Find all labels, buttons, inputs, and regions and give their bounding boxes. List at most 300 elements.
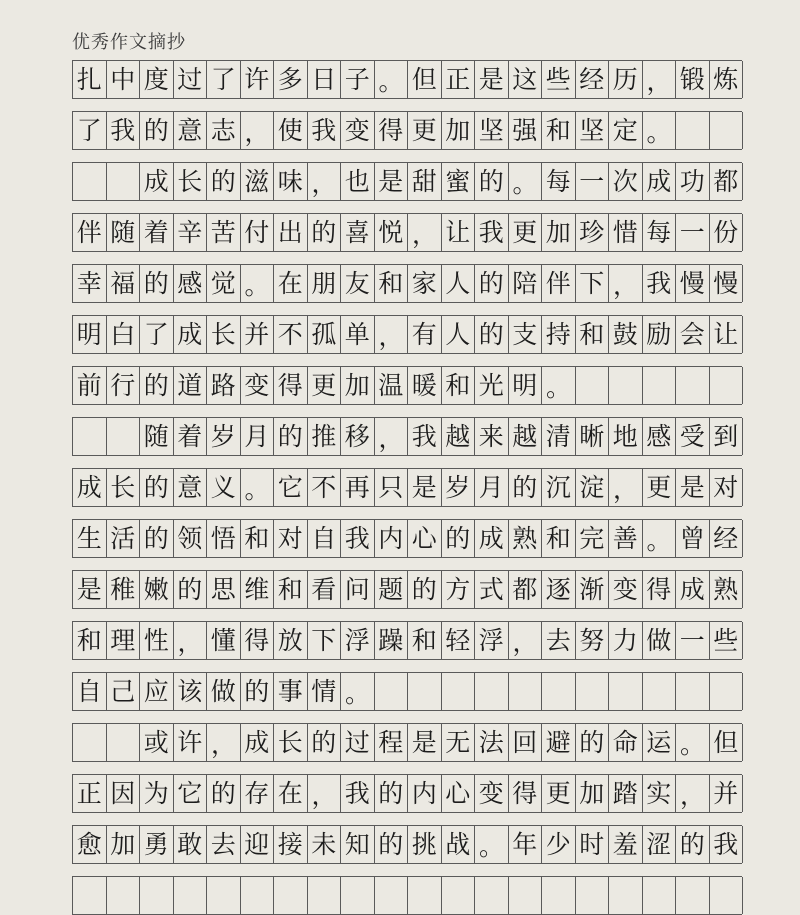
grid-row <box>72 60 742 99</box>
grid-cell: 情 <box>308 673 342 710</box>
grid-cell: 挑 <box>408 826 442 863</box>
grid-cell: 。 <box>241 265 275 302</box>
grid-cell: 志 <box>207 112 241 149</box>
grid-cell: 或 <box>140 724 174 761</box>
grid-cell: 去 <box>542 622 576 659</box>
grid-cell: 命 <box>609 724 643 761</box>
grid-cell: 踏 <box>609 775 643 812</box>
grid-cell: 了 <box>73 112 107 149</box>
grid-cell: 活 <box>107 520 141 557</box>
grid-cell: 成 <box>140 163 174 200</box>
grid-cell: 对 <box>710 469 744 506</box>
grid-cell: 锻 <box>676 61 710 98</box>
grid-cell: 的 <box>207 775 241 812</box>
grid-row <box>72 519 742 558</box>
grid-cell: 支 <box>509 316 543 353</box>
grid-cell: ， <box>375 316 409 353</box>
grid-cell <box>609 877 643 914</box>
grid-cell: 加 <box>341 367 375 404</box>
grid-cell: 变 <box>609 571 643 608</box>
grid-row <box>72 468 742 507</box>
grid-cell: 理 <box>107 622 141 659</box>
grid-cell: 涩 <box>643 826 677 863</box>
grid-row <box>72 876 742 915</box>
grid-cell: 和 <box>542 520 576 557</box>
grid-cell: 自 <box>73 673 107 710</box>
grid-cell: 它 <box>274 469 308 506</box>
grid-cell: 加 <box>542 214 576 251</box>
grid-cell: 善 <box>609 520 643 557</box>
grid-cell: 次 <box>609 163 643 200</box>
grid-cell: 是 <box>408 469 442 506</box>
grid-cell: 我 <box>341 520 375 557</box>
grid-cell: 得 <box>274 367 308 404</box>
grid-cell: 慢 <box>710 265 744 302</box>
grid-cell: 的 <box>475 316 509 353</box>
grid-cell: 只 <box>375 469 409 506</box>
grid-cell: 。 <box>676 724 710 761</box>
grid-cell: 问 <box>341 571 375 608</box>
grid-cell: ， <box>609 469 643 506</box>
grid-cell: 和 <box>375 265 409 302</box>
grid-cell: 熟 <box>710 571 744 608</box>
grid-cell: 受 <box>676 418 710 455</box>
grid-cell: 的 <box>140 367 174 404</box>
grid-cell: 悦 <box>375 214 409 251</box>
grid-cell: 努 <box>576 622 610 659</box>
grid-cell: 岁 <box>207 418 241 455</box>
grid-cell <box>107 418 141 455</box>
grid-cell: 也 <box>341 163 375 200</box>
grid-cell: 蜜 <box>442 163 476 200</box>
grid-cell: 多 <box>274 61 308 98</box>
grid-cell: 励 <box>643 316 677 353</box>
page-header: 优秀作文摘抄 <box>72 32 186 53</box>
grid-cell: 法 <box>475 724 509 761</box>
grid-cell: 的 <box>274 418 308 455</box>
grid-cell: 放 <box>274 622 308 659</box>
grid-cell: 我 <box>475 214 509 251</box>
grid-cell: 坚 <box>475 112 509 149</box>
grid-cell <box>308 877 342 914</box>
grid-cell: 清 <box>542 418 576 455</box>
grid-cell <box>107 877 141 914</box>
grid-cell <box>643 673 677 710</box>
grid-cell: 些 <box>710 622 744 659</box>
grid-cell: 会 <box>676 316 710 353</box>
grid-cell <box>576 367 610 404</box>
grid-cell: 正 <box>442 61 476 98</box>
grid-cell <box>475 877 509 914</box>
grid-cell: 因 <box>107 775 141 812</box>
grid-cell: 喜 <box>341 214 375 251</box>
grid-cell: 的 <box>375 826 409 863</box>
grid-cell: 得 <box>509 775 543 812</box>
grid-cell <box>107 724 141 761</box>
grid-cell <box>509 877 543 914</box>
grid-cell: 它 <box>174 775 208 812</box>
grid-cell: 加 <box>576 775 610 812</box>
grid-cell: 少 <box>542 826 576 863</box>
grid-cell <box>710 877 744 914</box>
grid-cell: 的 <box>475 265 509 302</box>
grid-cell: 明 <box>509 367 543 404</box>
grid-cell: 长 <box>274 724 308 761</box>
grid-cell: 我 <box>643 265 677 302</box>
grid-cell: 淀 <box>576 469 610 506</box>
grid-cell: 加 <box>442 112 476 149</box>
grid-cell: 随 <box>140 418 174 455</box>
grid-cell: 扎 <box>73 61 107 98</box>
grid-row <box>72 111 742 150</box>
grid-cell: 友 <box>341 265 375 302</box>
grid-cell: 出 <box>274 214 308 251</box>
grid-cell: 度 <box>140 61 174 98</box>
grid-cell: 孤 <box>308 316 342 353</box>
grid-cell: 炼 <box>710 61 744 98</box>
grid-cell: 事 <box>274 673 308 710</box>
grid-cell: 滋 <box>241 163 275 200</box>
grid-cell: 让 <box>710 316 744 353</box>
grid-row <box>72 672 742 711</box>
grid-cell: 道 <box>174 367 208 404</box>
grid-cell <box>542 673 576 710</box>
grid-cell: 做 <box>643 622 677 659</box>
grid-cell: 题 <box>375 571 409 608</box>
grid-cell: 经 <box>710 520 744 557</box>
grid-cell: 些 <box>542 61 576 98</box>
grid-cell: 变 <box>475 775 509 812</box>
grid-cell: 路 <box>207 367 241 404</box>
grid-cell: 得 <box>643 571 677 608</box>
grid-cell: 随 <box>107 214 141 251</box>
grid-cell: 觉 <box>207 265 241 302</box>
grid-cell: 曾 <box>676 520 710 557</box>
grid-cell: ， <box>174 622 208 659</box>
grid-cell: 子 <box>341 61 375 98</box>
grid-cell: 。 <box>375 61 409 98</box>
grid-cell: 更 <box>542 775 576 812</box>
grid-cell: 但 <box>408 61 442 98</box>
grid-cell: ， <box>676 775 710 812</box>
grid-cell: 到 <box>710 418 744 455</box>
grid-cell: 和 <box>73 622 107 659</box>
grid-cell: 存 <box>241 775 275 812</box>
grid-cell: 单 <box>341 316 375 353</box>
grid-cell: 下 <box>308 622 342 659</box>
grid-cell <box>207 877 241 914</box>
grid-cell: 持 <box>542 316 576 353</box>
grid-cell: 意 <box>174 469 208 506</box>
grid-cell <box>576 673 610 710</box>
grid-cell: 的 <box>442 520 476 557</box>
grid-row <box>72 774 742 813</box>
grid-cell: 更 <box>408 112 442 149</box>
grid-row <box>72 366 742 405</box>
grid-cell: 历 <box>609 61 643 98</box>
grid-cell: 感 <box>174 265 208 302</box>
grid-cell: 付 <box>241 214 275 251</box>
grid-cell: 和 <box>274 571 308 608</box>
grid-cell: 和 <box>576 316 610 353</box>
grid-cell: 伴 <box>73 214 107 251</box>
grid-cell: 鼓 <box>609 316 643 353</box>
grid-row <box>72 825 742 864</box>
grid-cell <box>710 367 744 404</box>
grid-cell: 和 <box>442 367 476 404</box>
grid-cell: 。 <box>475 826 509 863</box>
grid-cell: 成 <box>643 163 677 200</box>
grid-cell: 更 <box>509 214 543 251</box>
grid-cell: 陪 <box>509 265 543 302</box>
grid-cell: 一 <box>676 622 710 659</box>
grid-cell: 长 <box>174 163 208 200</box>
grid-cell: 光 <box>475 367 509 404</box>
grid-cell: 避 <box>542 724 576 761</box>
grid-cell: ， <box>308 775 342 812</box>
grid-cell: 使 <box>274 112 308 149</box>
grid-cell: ， <box>207 724 241 761</box>
grid-cell: 年 <box>509 826 543 863</box>
grid-cell: 我 <box>341 775 375 812</box>
grid-cell: 浮 <box>475 622 509 659</box>
grid-cell: 长 <box>107 469 141 506</box>
grid-cell: 嫩 <box>140 571 174 608</box>
grid-cell: 越 <box>509 418 543 455</box>
grid-cell: 回 <box>509 724 543 761</box>
grid-cell <box>609 367 643 404</box>
grid-cell: 和 <box>241 520 275 557</box>
grid-cell: 不 <box>274 316 308 353</box>
grid-cell: 成 <box>475 520 509 557</box>
grid-cell: 对 <box>274 520 308 557</box>
grid-cell: 前 <box>73 367 107 404</box>
grid-cell: 我 <box>107 112 141 149</box>
grid-cell <box>73 163 107 200</box>
grid-cell: 我 <box>408 418 442 455</box>
grid-cell: 辛 <box>174 214 208 251</box>
grid-cell: 人 <box>442 265 476 302</box>
grid-cell: 让 <box>442 214 476 251</box>
grid-cell: 。 <box>341 673 375 710</box>
grid-cell <box>107 163 141 200</box>
grid-cell: 惜 <box>609 214 643 251</box>
grid-cell: 的 <box>475 163 509 200</box>
grid-cell: 定 <box>609 112 643 149</box>
grid-cell: 躁 <box>375 622 409 659</box>
grid-cell: 都 <box>509 571 543 608</box>
grid-cell: 羞 <box>609 826 643 863</box>
grid-row <box>72 213 742 252</box>
grid-cell <box>475 673 509 710</box>
grid-cell <box>609 673 643 710</box>
grid-cell: 行 <box>107 367 141 404</box>
grid-cell: 意 <box>174 112 208 149</box>
grid-row <box>72 264 742 303</box>
grid-cell: 慢 <box>676 265 710 302</box>
grid-cell: 维 <box>241 571 275 608</box>
grid-cell <box>542 877 576 914</box>
grid-cell <box>442 673 476 710</box>
grid-cell <box>676 673 710 710</box>
grid-cell: 悟 <box>207 520 241 557</box>
grid-cell: ， <box>643 61 677 98</box>
grid-cell: 福 <box>107 265 141 302</box>
grid-cell <box>174 877 208 914</box>
grid-cell: 许 <box>241 61 275 98</box>
grid-cell: 一 <box>676 214 710 251</box>
grid-cell: 强 <box>509 112 543 149</box>
grid-cell: 是 <box>676 469 710 506</box>
grid-cell: 心 <box>408 520 442 557</box>
grid-cell: 这 <box>509 61 543 98</box>
grid-cell: 正 <box>73 775 107 812</box>
grid-cell <box>442 877 476 914</box>
grid-cell: 接 <box>274 826 308 863</box>
grid-cell: 的 <box>375 775 409 812</box>
grid-cell: 时 <box>576 826 610 863</box>
grid-cell: 成 <box>241 724 275 761</box>
grid-cell: 更 <box>643 469 677 506</box>
grid-cell: 我 <box>308 112 342 149</box>
grid-cell: 的 <box>140 112 174 149</box>
grid-cell: 经 <box>576 61 610 98</box>
grid-cell: 每 <box>643 214 677 251</box>
grid-cell: 都 <box>710 163 744 200</box>
grid-cell: 是 <box>375 163 409 200</box>
grid-cell: 去 <box>207 826 241 863</box>
grid-row <box>72 723 742 762</box>
grid-cell <box>73 724 107 761</box>
grid-cell: 的 <box>241 673 275 710</box>
grid-cell <box>576 877 610 914</box>
grid-cell: 做 <box>207 673 241 710</box>
grid-cell: 来 <box>475 418 509 455</box>
grid-cell <box>710 673 744 710</box>
grid-cell: 越 <box>442 418 476 455</box>
grid-cell: 知 <box>341 826 375 863</box>
grid-cell: ， <box>241 112 275 149</box>
grid-cell: 心 <box>442 775 476 812</box>
grid-cell: 看 <box>308 571 342 608</box>
grid-cell: 完 <box>576 520 610 557</box>
grid-cell: 战 <box>442 826 476 863</box>
grid-cell: 的 <box>408 571 442 608</box>
grid-cell: 敢 <box>174 826 208 863</box>
grid-cell: 。 <box>241 469 275 506</box>
grid-cell: 再 <box>341 469 375 506</box>
grid-cell: ， <box>609 265 643 302</box>
grid-cell: 甜 <box>408 163 442 200</box>
grid-cell: 功 <box>676 163 710 200</box>
grid-cell: 过 <box>341 724 375 761</box>
grid-cell <box>73 418 107 455</box>
grid-cell: 和 <box>408 622 442 659</box>
grid-cell: 每 <box>542 163 576 200</box>
grid-cell: 在 <box>274 775 308 812</box>
grid-cell: 加 <box>107 826 141 863</box>
grid-cell <box>73 877 107 914</box>
grid-cell: 明 <box>73 316 107 353</box>
grid-row <box>72 570 742 609</box>
composition-grid-paper <box>72 60 742 915</box>
grid-cell <box>408 877 442 914</box>
grid-row <box>72 162 742 201</box>
grid-cell <box>241 877 275 914</box>
grid-cell: 地 <box>609 418 643 455</box>
grid-cell: 己 <box>107 673 141 710</box>
grid-cell: 移 <box>341 418 375 455</box>
grid-cell: 该 <box>174 673 208 710</box>
grid-cell: 成 <box>174 316 208 353</box>
grid-cell: 温 <box>375 367 409 404</box>
grid-cell: ， <box>308 163 342 200</box>
grid-cell: 我 <box>710 826 744 863</box>
grid-cell <box>509 673 543 710</box>
grid-cell <box>710 112 744 149</box>
grid-cell: 迎 <box>241 826 275 863</box>
grid-cell: 成 <box>73 469 107 506</box>
grid-cell <box>341 877 375 914</box>
grid-cell: 的 <box>140 520 174 557</box>
grid-cell: 是 <box>408 724 442 761</box>
grid-cell: 的 <box>174 571 208 608</box>
grid-cell: 的 <box>140 469 174 506</box>
grid-cell: ， <box>509 622 543 659</box>
grid-cell: 勇 <box>140 826 174 863</box>
grid-cell: 变 <box>241 367 275 404</box>
grid-cell: 的 <box>308 724 342 761</box>
grid-cell: 的 <box>509 469 543 506</box>
grid-cell: 的 <box>308 214 342 251</box>
grid-cell: 逐 <box>542 571 576 608</box>
grid-cell: 轻 <box>442 622 476 659</box>
grid-cell: 内 <box>375 520 409 557</box>
grid-cell: 自 <box>308 520 342 557</box>
grid-cell: 愈 <box>73 826 107 863</box>
grid-cell: 家 <box>408 265 442 302</box>
grid-row <box>72 417 742 456</box>
grid-cell: 。 <box>509 163 543 200</box>
grid-cell: 式 <box>475 571 509 608</box>
grid-cell: 的 <box>207 163 241 200</box>
grid-cell: 。 <box>643 112 677 149</box>
grid-cell: 岁 <box>442 469 476 506</box>
grid-cell: 朋 <box>308 265 342 302</box>
grid-cell: 珍 <box>576 214 610 251</box>
grid-cell: 着 <box>174 418 208 455</box>
grid-cell: 幸 <box>73 265 107 302</box>
grid-cell <box>643 367 677 404</box>
grid-cell <box>140 877 174 914</box>
grid-cell: 性 <box>140 622 174 659</box>
grid-cell: 变 <box>341 112 375 149</box>
grid-cell: 中 <box>107 61 141 98</box>
grid-cell <box>375 877 409 914</box>
grid-cell: 了 <box>140 316 174 353</box>
grid-cell: ， <box>408 214 442 251</box>
grid-cell: 月 <box>475 469 509 506</box>
grid-cell <box>676 877 710 914</box>
grid-cell: 为 <box>140 775 174 812</box>
grid-cell: 。 <box>542 367 576 404</box>
grid-cell: 的 <box>676 826 710 863</box>
grid-cell <box>408 673 442 710</box>
grid-cell: 得 <box>241 622 275 659</box>
grid-cell: 许 <box>174 724 208 761</box>
grid-cell: 月 <box>241 418 275 455</box>
grid-cell: 下 <box>576 265 610 302</box>
